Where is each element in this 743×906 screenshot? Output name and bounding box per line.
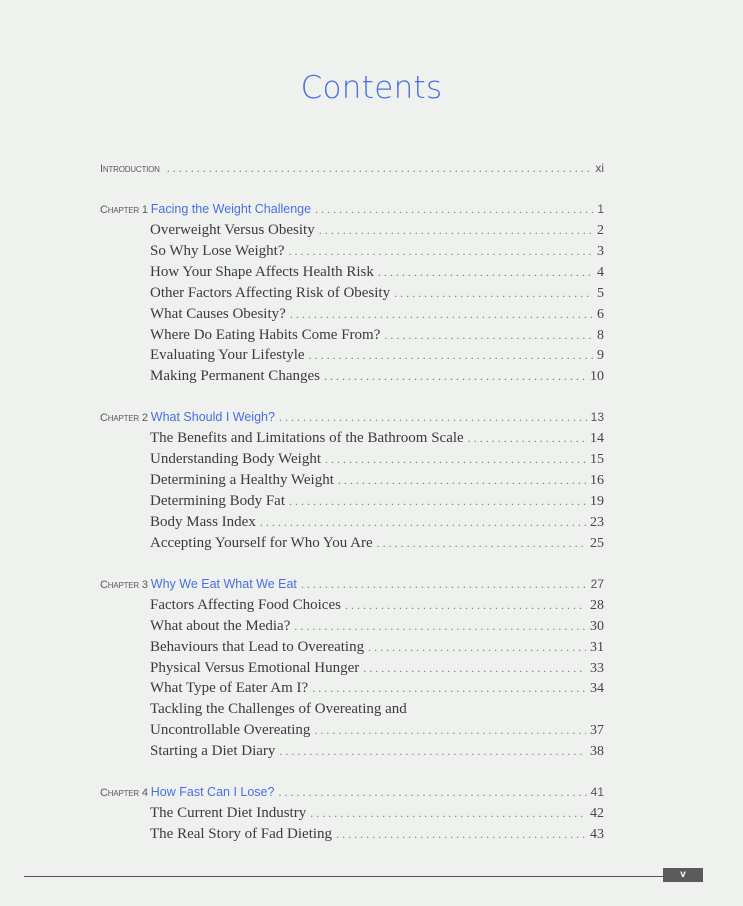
toc-entry[interactable] — [150, 597, 604, 617]
chapter-label: Chapter 4 — [100, 787, 148, 799]
entry-title: Accepting Yourself for Who You Are — [150, 535, 373, 551]
toc-entry[interactable] — [150, 243, 604, 263]
page-number: 38 — [590, 744, 604, 759]
entry-title: What about the Media? — [150, 618, 291, 634]
dot-leader — [294, 619, 586, 634]
page-number: 13 — [590, 410, 604, 424]
footer-rule — [24, 876, 664, 877]
toc-entry[interactable] — [150, 535, 604, 555]
dot-leader — [468, 431, 586, 446]
dot-leader — [314, 723, 586, 738]
chapter-label: Chapter 3 — [100, 579, 148, 591]
entry-title: Behaviours that Lead to Overeating — [150, 639, 365, 655]
dot-leader — [336, 827, 586, 842]
page-number: 9 — [597, 348, 604, 363]
dot-leader — [301, 577, 587, 592]
page-number: 5 — [597, 286, 604, 301]
dot-leader — [315, 202, 593, 217]
entry-title: Tackling the Challenges of Overeating and — [150, 701, 407, 717]
chapter-label: Chapter 2 — [100, 412, 148, 424]
toc-chapter-3[interactable] — [100, 577, 604, 597]
entry-title: Understanding Body Weight — [150, 451, 321, 467]
toc-entry[interactable] — [150, 743, 604, 763]
page-number: 42 — [590, 806, 604, 821]
toc-entry[interactable] — [150, 285, 604, 305]
toc-entry[interactable] — [150, 430, 604, 450]
dot-leader — [394, 286, 593, 301]
page-number: 27 — [590, 577, 604, 591]
entry-title: What Causes Obesity? — [150, 306, 286, 322]
page-number: 4 — [597, 265, 604, 280]
toc-entry[interactable] — [150, 618, 604, 638]
dot-leader — [309, 348, 593, 363]
toc-introduction[interactable] — [100, 161, 604, 181]
entry-title: The Current Diet Industry — [150, 805, 307, 821]
entry-title: Body Mass Index — [150, 514, 256, 530]
toc-entry[interactable] — [150, 451, 604, 471]
page-number: 10 — [590, 369, 604, 384]
page-number: 37 — [590, 723, 604, 738]
toc-entry[interactable] — [150, 701, 604, 721]
toc-entry[interactable] — [150, 222, 604, 242]
chapter-title: Why We Eat What We Eat — [150, 577, 297, 591]
entry-title: The Real Story of Fad Dieting — [150, 826, 333, 842]
page-number: 19 — [590, 494, 604, 509]
toc-entry[interactable] — [150, 722, 604, 742]
entry-title: Where Do Eating Habits Come From? — [150, 327, 381, 343]
page-number: 6 — [597, 307, 604, 322]
toc-entry[interactable] — [150, 514, 604, 534]
introduction-label: Introduction — [100, 163, 160, 175]
chapter-title: How Fast Can I Lose? — [150, 785, 275, 799]
entry-title: What Type of Eater Am I? — [150, 680, 309, 696]
toc-entry[interactable] — [150, 472, 604, 492]
page-number: 15 — [590, 452, 604, 467]
entry-title: Other Factors Affecting Risk of Obesity — [150, 285, 391, 301]
dot-leader — [384, 328, 593, 343]
page-number: 30 — [590, 619, 604, 634]
dot-leader — [338, 473, 586, 488]
dot-leader — [363, 661, 586, 676]
dot-leader — [325, 452, 586, 467]
entry-title: Overweight Versus Obesity — [150, 222, 315, 238]
entry-title: How Your Shape Affects Health Risk — [150, 264, 374, 280]
entry-title: Determining a Healthy Weight — [150, 472, 334, 488]
toc-entry[interactable] — [150, 493, 604, 513]
page-number: 2 — [597, 223, 604, 238]
entry-title: Evaluating Your Lifestyle — [150, 347, 305, 363]
dot-leader — [278, 785, 586, 800]
page-number: 43 — [590, 827, 604, 842]
dot-leader — [368, 640, 586, 655]
dot-leader — [260, 515, 586, 530]
dot-leader — [378, 265, 593, 280]
chapter-title: What Should I Weigh? — [150, 410, 275, 424]
toc-entry[interactable] — [150, 368, 604, 388]
dot-leader — [290, 307, 593, 322]
dot-leader — [167, 161, 592, 176]
page-number: 16 — [590, 473, 604, 488]
page-number: 3 — [597, 244, 604, 259]
entry-title: Physical Versus Emotional Hunger — [150, 660, 360, 676]
entry-title: Starting a Diet Diary — [150, 743, 276, 759]
page-number: 23 — [590, 515, 604, 530]
entry-title: Making Permanent Changes — [150, 368, 320, 384]
page-number: xi — [595, 161, 604, 175]
dot-leader — [345, 598, 586, 613]
toc-chapter-4[interactable] — [100, 785, 604, 805]
dot-leader — [319, 223, 593, 238]
dot-leader — [288, 244, 593, 259]
entry-title: Factors Affecting Food Choices — [150, 597, 341, 613]
dot-leader — [377, 536, 586, 551]
toc-entry[interactable] — [150, 306, 604, 326]
toc-entry[interactable] — [150, 680, 604, 700]
page-number: 25 — [590, 536, 604, 551]
toc-entry[interactable] — [150, 264, 604, 284]
page-title: Contents — [300, 70, 443, 106]
entry-title: The Benefits and Limitations of the Bathroom Scale — [150, 430, 464, 446]
toc-entry[interactable] — [150, 805, 604, 825]
chapter-title: Facing the Weight Challenge — [150, 202, 312, 216]
footer-page-number: v — [663, 868, 703, 882]
page-number: 41 — [590, 785, 604, 799]
dot-leader — [312, 681, 586, 696]
entry-title: Determining Body Fat — [150, 493, 285, 509]
toc-entry[interactable] — [150, 347, 604, 367]
toc-entry[interactable] — [150, 660, 604, 680]
page-number: 1 — [597, 202, 604, 216]
dot-leader — [279, 410, 587, 425]
toc-chapter-2[interactable] — [100, 410, 604, 430]
page-number: 33 — [590, 661, 604, 676]
dot-leader — [324, 369, 586, 384]
chapter-label: Chapter 1 — [100, 204, 148, 216]
toc-entry[interactable] — [150, 327, 604, 347]
page-number: 31 — [590, 640, 604, 655]
dot-leader — [310, 806, 586, 821]
page-number: 28 — [590, 598, 604, 613]
entry-title: So Why Lose Weight? — [150, 243, 285, 259]
toc-chapter-1[interactable] — [100, 202, 604, 222]
dot-leader — [279, 744, 586, 759]
page-number: 14 — [590, 431, 604, 446]
page-number: 34 — [590, 681, 604, 696]
page-number: 8 — [597, 328, 604, 343]
entry-title: Uncontrollable Overeating — [150, 722, 311, 738]
dot-leader — [289, 494, 586, 509]
toc-entry[interactable] — [150, 826, 604, 846]
toc-entry[interactable] — [150, 639, 604, 659]
